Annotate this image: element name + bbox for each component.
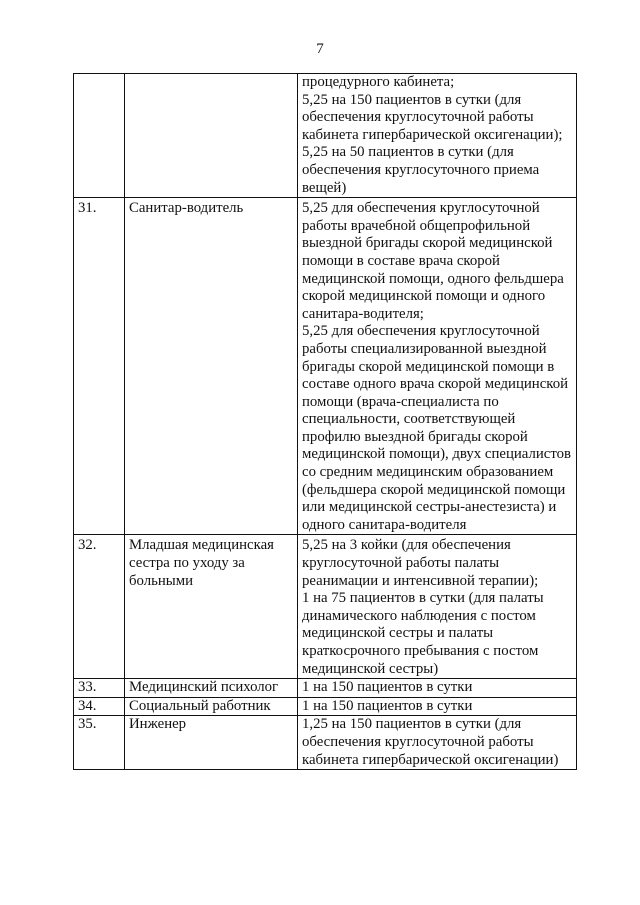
position-name: Младшая медицинская сестра по уходу за больными [125,535,298,679]
table-row [74,535,577,679]
staffing-norm [298,535,577,679]
norm-text: 5,25 на 3 койки (для обеспечения круглосуточной работы палаты реанимации и интенсивной терапии); [302,537,539,589]
norm-text: 5,25 на 50 пациентов в сутки (для обеспечения круглосуточного приема вещей) [302,144,540,196]
norm-text: 5,25 для обеспечения круглосуточной работы врачебной общепрофильной выездной бригады скорой медицинской помощи в составе врача скорой медицинской помощи, одного фельдшера скорой медицинской помощи и одного санитара-водителя; [302,200,564,322]
row-number [74,74,125,198]
norm-text: 5,25 на 150 пациентов в сутки (для обеспечения круглосуточной работы кабинета гипербарической оксигенации); [302,91,563,143]
table-row [74,697,577,716]
norm-text: процедурного кабинета; [302,74,455,90]
staffing-norms-table [73,73,577,770]
norm-text: 1 на 75 пациентов в сутки (для палаты динамического наблюдения с постом медицинской сестры и палаты краткосрочного пребывания с постом медицинской сестры) [302,590,544,677]
row-number: 35. [74,716,125,770]
page-number: 7 [316,41,324,57]
position-name [125,74,298,198]
staffing-norm [298,74,577,198]
row-number: 33. [74,679,125,698]
position-name: Инженер [125,716,298,770]
table-row [74,679,577,698]
position-name: Санитар-водитель [125,198,298,535]
row-number: 34. [74,697,125,716]
staffing-norm [298,697,577,716]
staffing-norm [298,198,577,535]
table-row [74,198,577,535]
table-row [74,74,577,198]
norm-text: 5,25 для обеспечения круглосуточной работы специализированной выездной бригады скорой медицинской помощи в составе одного врача скорой медицинской помощи (врача-специалиста по специальности, соответствующей профилю выездной бригады скорой медицинской помощи), двух специалистов со средним медицинским образованием (фельдшера скорой медицинской помощи или медицинской сестры-анестезиста) и одного санитара-водителя [302,323,572,533]
norm-text: 1,25 на 150 пациентов в сутки (для обеспечения круглосуточной работы кабинета гипербарической оксигенации) [302,716,559,768]
position-name: Медицинский психолог [125,679,298,698]
staffing-norm [298,679,577,698]
norm-text: 1 на 150 пациентов в сутки [302,679,473,696]
row-number: 32. [74,535,125,679]
position-name: Социальный работник [125,697,298,716]
staffing-norm [298,716,577,770]
norm-text: 1 на 150 пациентов в сутки [302,697,473,714]
row-number: 31. [74,198,125,535]
table-row [74,716,577,770]
